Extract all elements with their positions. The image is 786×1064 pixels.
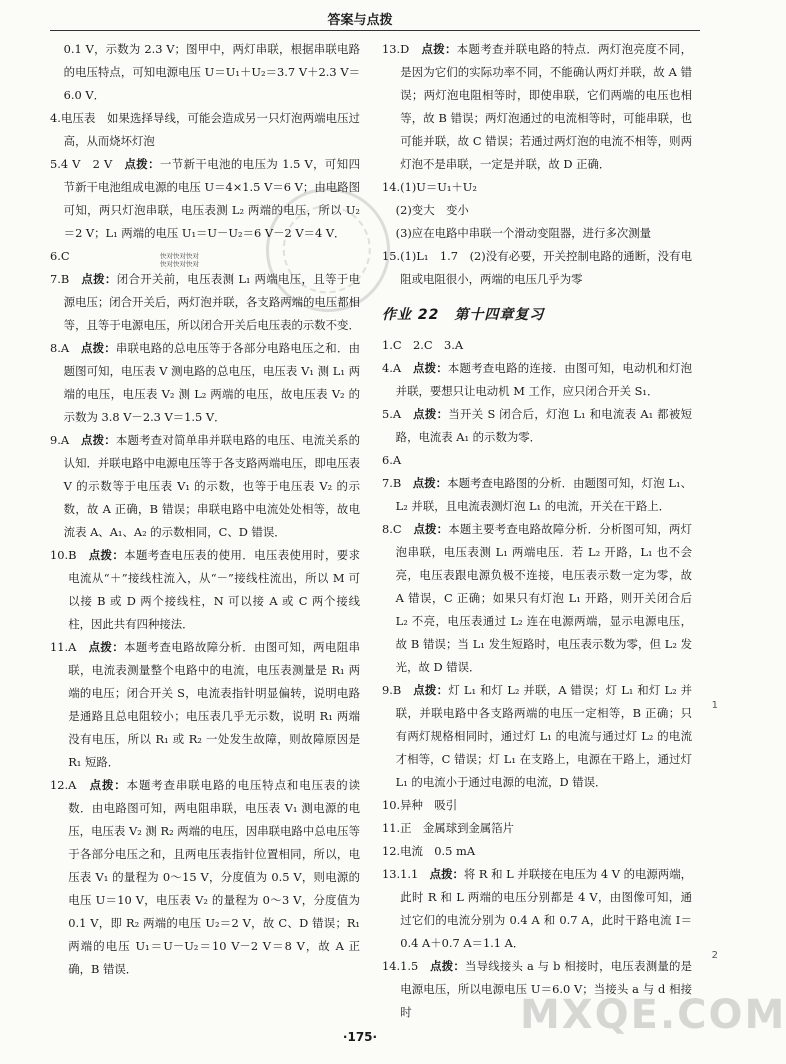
answer-text: (3)应在电路中串联一个滑动变阻器，进行多次测量: [395, 226, 652, 240]
hint-text: 一节新干电池的电压为 1.5 V，可知四节新干电池组成电源的电压 U＝4×1.5 V＝6 V；由电路图可知，两只灯泡串联，电压表测 L₂ 两端的电压，所以 U₂＝2 V；L₁ 两端的电压 U₁＝U－U₂＝6 V－2 V＝4 V．: [63, 157, 360, 240]
hint-text: 本题考查串联电路的电压特点和电压表的读数．由电路图可知，两电阻串联，电压表 V₁ 测电源的电压，电压表 V₂ 测 R₂ 两端的电压，因串联电路中总电压等于各部分电压之和，且两电压表指针位置相同，所以，电压表 V₁ 的量程为 0～15 V，分度值为 0.5 V，则电源的电压 U＝10 V，电压表 V₂ 的量程为 0～3 V，分度值为 0.1 V，即 R₂ 两端的电压 U₂＝2 V，故 C、D 错误；R₁ 两端的电压 U₁＝U－U₂＝10 V－2 V＝8 V，故 A 正确，B 错误．: [68, 778, 360, 976]
edge-mark: 2: [711, 950, 718, 961]
hint-label: 点拨：: [413, 407, 449, 421]
answer-text: B: [60, 272, 82, 286]
page-number: ·175·: [342, 1030, 378, 1044]
header-title: 答案与点拨: [327, 13, 393, 28]
answer-text: 1.C 2.C 3.A: [382, 338, 464, 352]
answer-text: 正 金属球到金属箔片: [400, 821, 515, 835]
answer-item: [50, 636, 360, 774]
answer-item: [382, 817, 692, 840]
site-watermark: MXQE.COM: [520, 992, 786, 1038]
answer-number: 6.: [50, 249, 61, 263]
hint-label: 点拨：: [80, 341, 116, 355]
hint-label: 点拨：: [124, 157, 160, 171]
answer-item: [50, 107, 360, 153]
answer-number: 8.: [382, 522, 393, 536]
answer-number: 9.: [382, 683, 393, 697]
answer-item: [382, 518, 692, 679]
page-header: [0, 0, 720, 34]
header-rule: [50, 30, 700, 31]
answer-text: A: [392, 453, 402, 467]
answer-item: [382, 357, 692, 403]
answer-item: [382, 176, 692, 199]
answer-number: 13.: [382, 42, 401, 56]
hint-label: 点拨：: [81, 272, 117, 286]
hint-text: 本题考查并联电路的特点．两灯泡亮度不同，是因为它们的实际功率不同，不能确认两灯并联，故 A 错误；两灯泡电阻相等时，即使串联，它们两端的电压也相等，故 B 错误；两灯泡通过的电流相等时，可能串联，也可能并联，故 C 错误；若通过两灯泡的电流不相等，则两灯泡不是串联，一定是并联，故 D 正确．: [400, 42, 692, 171]
answer-number: 10.: [382, 798, 401, 812]
answer-item: [382, 840, 692, 863]
answer-number: 11.: [50, 640, 69, 654]
answer-item: [382, 334, 692, 357]
answer-number: 10.: [50, 548, 69, 562]
hint-text: 本题考查电路图的分析．由题图可知，灯泡 L₁、L₂ 并联，且电流表测灯泡 L₁ 的电流，开关在干路上．: [395, 476, 692, 513]
section-heading: 作业 22 第十四章复习: [382, 307, 545, 323]
answer-text: A: [60, 433, 81, 447]
answer-number: 4.: [50, 111, 61, 125]
answer-number: 9.: [50, 433, 61, 447]
hint-text: 当开关 S 闭合后，灯泡 L₁ 和电流表 A₁ 都被短路，电流表 A₁ 的示数为零．: [395, 407, 692, 444]
answer-item: [382, 245, 692, 291]
answer-item: [50, 337, 360, 429]
hint-label: 点拨：: [88, 640, 125, 654]
answer-text: 0.1 V，示数为 2.3 V；图甲中，两灯串联，根据串联电路的电压特点，可知电源电压 U＝U₁＋U₂＝3.7 V＋2.3 V＝6.0 V．: [63, 42, 360, 102]
answer-number: 5.: [50, 157, 61, 171]
answer-item: [50, 774, 360, 981]
hint-label: 点拨：: [421, 42, 457, 56]
answer-text: 电流 0.5 mA: [400, 844, 476, 858]
answer-text: 电压表 如果选择导线，可能会造成另一只灯泡两端电压过高，从而烧坏灯泡: [60, 111, 360, 148]
answer-item: [382, 472, 692, 518]
answer-text: A: [392, 361, 413, 375]
hint-label: 点拨：: [412, 476, 448, 490]
answer-item: [50, 268, 360, 337]
answer-number: 12.: [382, 844, 401, 858]
hint-label: 点拨：: [429, 867, 464, 881]
answer-text: (1)U＝U₁＋U₂: [400, 180, 477, 194]
hint-label: 点拨：: [88, 548, 125, 562]
answer-text: 异种 吸引: [400, 798, 458, 812]
answer-item: [382, 222, 692, 245]
answer-number: 14.: [382, 959, 401, 973]
answer-number: 8.: [50, 341, 61, 355]
hint-label: 点拨：: [430, 959, 465, 973]
answer-number: 7.: [382, 476, 393, 490]
hint-text: 本题考查电压表的使用．电压表使用时，要求电流从“＋”接线柱流入，从“－”接线柱流出，所以 M 可以接 B 或 D 两个接线柱，N 可以接 A 或 C 两个接线柱，因此共有四种接法．: [68, 548, 360, 631]
answer-number: 13.: [382, 867, 401, 881]
answer-number: 15.: [382, 249, 401, 263]
answer-text: (2)变大 变小: [395, 203, 469, 217]
hint-text: 将 R 和 L 并联接在电压为 4 V 的电源两端，此时 R 和 L 两端的电压分别都是 4 V，由图像可知，通过它们的电流分别为 0.4 A 和 0.7 A，此时干路电流 I＝0.4 A＋0.7 A＝1.1 A．: [400, 867, 692, 950]
answer-item: [382, 794, 692, 817]
hint-label: 点拨：: [412, 361, 448, 375]
hint-label: 点拨：: [413, 683, 449, 697]
answer-number: 5.: [382, 407, 393, 421]
answer-text: D: [400, 42, 422, 56]
edge-mark: 1: [711, 700, 718, 711]
left-column: [50, 38, 360, 981]
answer-text: 1.1: [400, 867, 430, 881]
hint-text: 本题主要考查电路故障分析．分析图可知，两灯泡串联，电压表测 L₁ 两端电压．若 L₂ 开路，L₁ 也不会亮，电压表跟电源负极不连接，电压表示数一定为零，故 A 错误，C 正确；如果只有灯泡 L₁ 开路，则开关闭合后 L₂ 不亮，电压表通过 L₂ 连在电源两端，显示电源电压，故 B 错误；当 L₁ 发生短路时，电压表示数为零，但 L₂ 发光，故 D 错误．: [395, 522, 692, 674]
hint-text: 本题考查对简单串并联电路的电压、电流关系的认知．并联电路中电源电压等于各支路两端电压，即电压表 V 的示数等于电压表 V₁ 的示数，也等于电压表 V₂ 的示数，故 A 正确，B 错误；串联电路中电流处处相等，故电流表 A、A₁、A₂ 的示数相同，C、D 错误．: [63, 433, 360, 539]
answer-item: [50, 153, 360, 245]
answer-number: 12.: [50, 778, 69, 792]
answer-text: A: [392, 407, 414, 421]
hint-label: 点拨：: [80, 433, 116, 447]
answer-text: C: [392, 522, 414, 536]
answer-text: B: [68, 548, 89, 562]
answer-number: 11.: [382, 821, 401, 835]
scan-note: 快对快对快对 快对快对快对: [160, 252, 199, 268]
answer-number: 4.: [382, 361, 393, 375]
answer-text: A: [68, 778, 90, 792]
answer-item: [50, 429, 360, 544]
answer-text: A: [68, 640, 89, 654]
hint-label: 点拨：: [89, 778, 127, 792]
answer-item: [382, 449, 692, 472]
answer-item: [382, 199, 692, 222]
answer-item: [50, 544, 360, 636]
answer-text: A: [60, 341, 81, 355]
answer-item: [50, 38, 360, 107]
answer-text: (1)L₁ 1.7 (2)没有必要，开关控制电路的通断，没有电阻或电阻很小，两端的电压几乎为零: [400, 249, 692, 286]
answer-number: 6.: [382, 453, 393, 467]
answer-item: [382, 679, 692, 794]
answer-text: B: [392, 476, 413, 490]
answer-item: [382, 403, 692, 449]
answer-text: C: [60, 249, 70, 263]
right-column: [382, 38, 692, 1024]
answer-item: [382, 38, 692, 176]
hint-text: 本题考查电路的连接．由图可知，电动机和灯泡并联，要想只让电动机 M 工作，应只闭合开关 S₁．: [395, 361, 692, 398]
answer-number: 7.: [50, 272, 61, 286]
answer-number: 14.: [382, 180, 401, 194]
hint-text: 闭合开关前，电压表测 L₁ 两端电压，且等于电源电压；闭合开关后，两灯泡并联，各支路两端的电压都相等，且等于电源电压，所以闭合开关后电压表的示数不变．: [63, 272, 360, 332]
answer-item: [382, 863, 692, 955]
answer-text: 1.5: [400, 959, 431, 973]
answer-item: [50, 245, 360, 268]
hint-text: 本题考查电路故障分析．由图可知，两电阻串联，电流表测量整个电路中的电流，电压表测量是 R₁ 两端的电压；闭合开关 S，电流表指针明显偏转，说明电路是通路且总电阻较小；电压表几乎无示数，说明 R₁ 两端没有电压，所以 R₁ 或 R₂ 一处发生故障，则故障原因是 R₁ 短路．: [68, 640, 360, 769]
hint-text: 串联电路的总电压等于各部分电路电压之和．由题图可知，电压表 V 测电路的总电压，电压表 V₁ 测 L₁ 两端的电压，电压表 V₂ 测 L₂ 两端的电压，故电压表 V₂ 的示数为 3.8 V－2.3 V＝1.5 V．: [63, 341, 360, 424]
answer-text: 4 V 2 V: [60, 157, 125, 171]
hint-text: 当导线接头 a 与 b 相接时，电压表测量的是电源电压，所以电源电压 U＝6.0 V；当接头 a 与 d 相接时: [400, 959, 692, 1019]
hint-text: 灯 L₁ 和灯 L₂ 并联，A 错误；灯 L₁ 和灯 L₂ 并联，并联电路中各支路两端的电压一定相等，B 正确；只有两灯规格相同时，通过灯 L₁ 的电流与通过灯 L₂ 的电流才相等，C 错误；灯 L₁ 在支路上，电源在干路上，通过灯 L₁ 的电流小于通过电源的电流，D 错误．: [395, 683, 692, 789]
answer-text: B: [392, 683, 414, 697]
hint-label: 点拨：: [413, 522, 449, 536]
